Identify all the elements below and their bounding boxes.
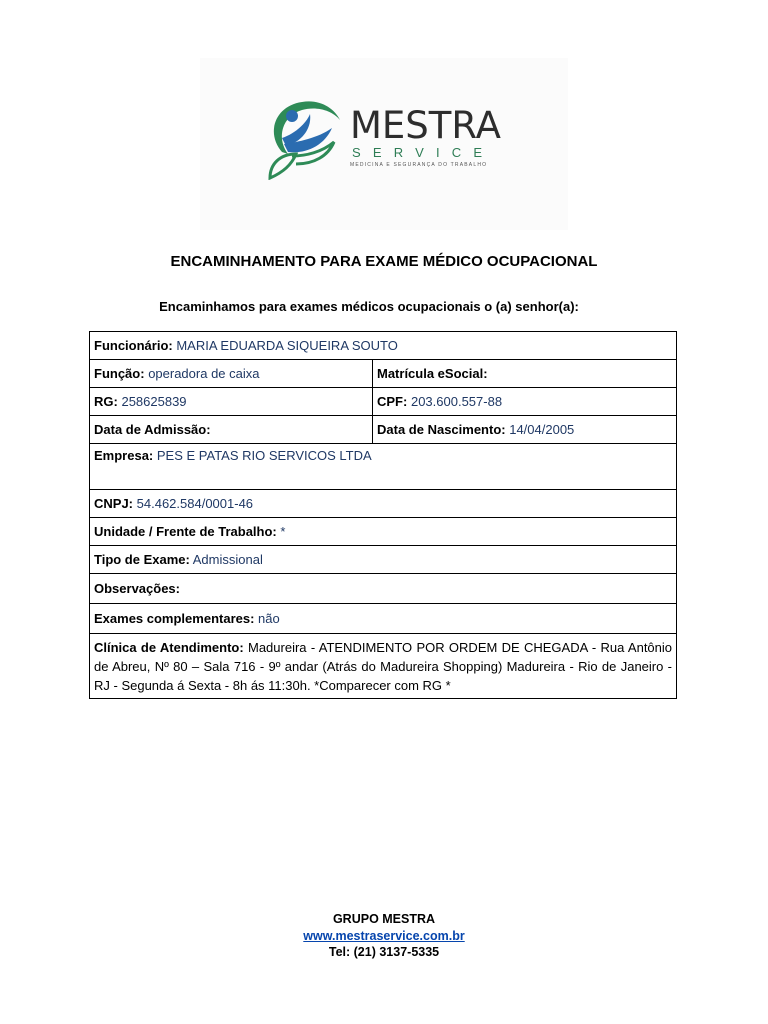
observacoes-cell [90, 574, 677, 604]
table-row [90, 546, 677, 574]
website-link[interactable]: www.mestraservice.com.br [303, 928, 465, 943]
clinica-label: Clínica de Atendimento: [94, 640, 244, 655]
clinica-cell [90, 634, 677, 699]
funcionario-cell [90, 332, 677, 360]
funcao-value: operadora de caixa [148, 366, 260, 381]
nascimento-value: 14/04/2005 [509, 422, 575, 437]
cpf-cell [373, 388, 677, 416]
complementares-value: não [258, 611, 280, 626]
table-row [90, 444, 677, 490]
funcao-label: Função: [94, 366, 145, 381]
table-row [90, 332, 677, 360]
tipo-exame-value: Admissional [192, 552, 263, 567]
rg-cell [90, 388, 373, 416]
cnpj-value: 54.462.584/0001-46 [136, 496, 254, 511]
admissao-label: Data de Admissão: [94, 422, 211, 437]
empresa-value: PES E PATAS RIO SERVICOS LTDA [156, 448, 372, 463]
document-title: ENCAMINHAMENTO PARA EXAME MÉDICO OCUPACIONAL [170, 253, 598, 270]
complementares-label: Exames complementares: [94, 611, 255, 626]
clinica-value: Madureira - ATENDIMENTO POR ORDEM DE CHEGADA - Rua Antônio de Abreu, Nº 80 – Sala 716 - 9º andar (Atrás do Madureira Shopping) Madureira - Rio de Janeiro - RJ - Segunda á Sexta - 8h ás 11:30h. *Comparecer com RG * [94, 640, 673, 693]
table-row [90, 490, 677, 518]
cnpj-label: CNPJ: [94, 496, 134, 511]
footer-phone: Tel: (21) 3137-5335 [328, 945, 440, 959]
company-logo [200, 58, 568, 230]
empresa-label: Empresa: [94, 448, 154, 463]
funcao-cell [90, 360, 373, 388]
nascimento-cell [373, 416, 677, 444]
funcionario-value: MARIA EDUARDA SIQUEIRA SOUTO [176, 338, 398, 353]
logo-subname: SERVICE [352, 145, 495, 160]
document-subtitle: Encaminhamos para exames médicos ocupacionais o (a) senhor(a): [159, 299, 579, 314]
footer [0, 911, 768, 961]
unidade-value: * [280, 524, 286, 539]
table-row [90, 604, 677, 634]
table-row [90, 634, 677, 699]
table-row [90, 518, 677, 546]
unidade-label: Unidade / Frente de Trabalho: [94, 524, 277, 539]
complementares-cell [90, 604, 677, 634]
tipo-exame-label: Tipo de Exame: [94, 552, 190, 567]
matricula-label: Matrícula eSocial: [377, 366, 488, 381]
tipo-exame-cell [90, 546, 677, 574]
referral-form-table [89, 331, 677, 699]
table-row [90, 574, 677, 604]
observacoes-label: Observações: [94, 581, 180, 596]
empresa-cell [90, 444, 677, 490]
table-row [90, 416, 677, 444]
table-row [90, 360, 677, 388]
footer-group: GRUPO MESTRA [332, 912, 436, 926]
matricula-cell [373, 360, 677, 388]
table-row [90, 388, 677, 416]
rg-value: 258625839 [121, 394, 187, 409]
cpf-label: CPF: [377, 394, 408, 409]
rg-label: RG: [94, 394, 118, 409]
cnpj-cell [90, 490, 677, 518]
nascimento-label: Data de Nascimento: [377, 422, 506, 437]
logo-name: MESTRA [350, 104, 501, 147]
logo-tagline: MEDICINA E SEGURANÇA DO TRABALHO [350, 162, 488, 168]
unidade-cell [90, 518, 677, 546]
funcionario-label: Funcionário: [94, 338, 173, 353]
cpf-value: 203.600.557-88 [410, 394, 503, 409]
admissao-cell [90, 416, 373, 444]
leaf-person-logo-icon [262, 94, 346, 180]
